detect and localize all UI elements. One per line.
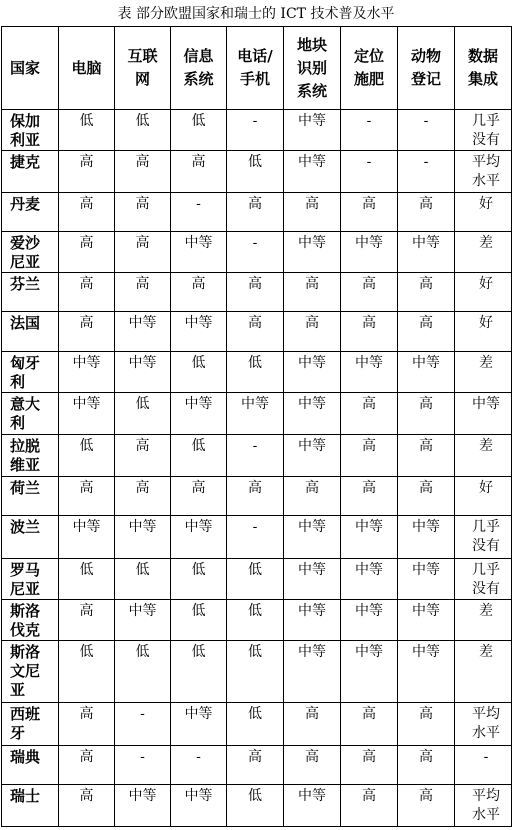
value-cell: 中等 — [171, 312, 227, 352]
value-cell: 高 — [227, 193, 284, 232]
country-cell — [2, 641, 59, 703]
table-row — [2, 516, 512, 559]
country-name-line: 拉脱 — [10, 437, 41, 455]
table-row — [2, 232, 512, 273]
data-integration-line: 没有 — [472, 538, 500, 554]
data-integration-cell — [455, 703, 512, 746]
column-header-line: 登记 — [410, 70, 441, 88]
data-integration-line: 平均 — [472, 788, 500, 804]
value-cell: 中等 — [171, 516, 227, 559]
data-integration-line: 差 — [479, 235, 493, 251]
value-cell: 中等 — [115, 516, 171, 559]
country-cell — [2, 435, 59, 477]
data-integration-line: 好 — [479, 196, 493, 212]
country-name-line: 伐克 — [10, 621, 41, 639]
value-cell: 中等 — [171, 393, 227, 435]
value-cell: 高 — [398, 746, 455, 785]
value-cell: 高 — [59, 600, 115, 641]
country-cell — [2, 393, 59, 435]
table-row — [2, 746, 512, 785]
value-cell: 中等 — [284, 516, 341, 559]
value-cell: 中等 — [398, 232, 455, 273]
value-cell: 高 — [341, 746, 398, 785]
data-integration-line: 好 — [479, 276, 493, 292]
country-name-line: 丹麦 — [10, 195, 41, 213]
value-cell: - — [398, 151, 455, 193]
value-cell: - — [227, 232, 284, 273]
value-cell: 高 — [59, 477, 115, 516]
value-cell: 高 — [341, 703, 398, 746]
data-integration-line: 水平 — [472, 725, 500, 741]
value-cell: 中等 — [171, 703, 227, 746]
value-cell: 低 — [115, 393, 171, 435]
value-cell: 高 — [284, 193, 341, 232]
value-cell: 高 — [59, 312, 115, 352]
value-cell: 高 — [115, 193, 171, 232]
country-name-line: 利 — [10, 373, 26, 391]
table-row — [2, 193, 512, 232]
value-cell: 中等 — [284, 151, 341, 193]
value-cell: 低 — [227, 559, 284, 600]
value-cell: 高 — [171, 273, 227, 312]
value-cell: 中等 — [398, 516, 455, 559]
country-name-line: 捷克 — [10, 153, 41, 171]
value-cell: 高 — [398, 703, 455, 746]
country-name-line: 芬兰 — [10, 275, 41, 293]
country-name-line: 亚 — [10, 681, 26, 699]
data-integration-cell — [455, 352, 512, 393]
ict-adoption-table — [1, 26, 512, 827]
value-cell: 高 — [227, 746, 284, 785]
value-cell: - — [115, 746, 171, 785]
data-integration-cell — [455, 477, 512, 516]
value-cell: 中等 — [398, 559, 455, 600]
value-cell: 高 — [59, 703, 115, 746]
value-cell: 高 — [59, 151, 115, 193]
column-header-line: 手机 — [239, 70, 270, 88]
data-integration-cell — [455, 785, 512, 827]
column-header-line: 定位 — [353, 47, 384, 65]
value-cell: 高 — [227, 273, 284, 312]
value-cell: 高 — [59, 785, 115, 827]
value-cell: 中等 — [115, 312, 171, 352]
data-integration-line: 几乎 — [472, 519, 500, 535]
value-cell: 低 — [115, 559, 171, 600]
data-integration-line: 没有 — [472, 132, 500, 148]
data-integration-cell — [455, 559, 512, 600]
value-cell: 中等 — [341, 641, 398, 703]
value-cell: 高 — [284, 703, 341, 746]
value-cell: 低 — [227, 600, 284, 641]
country-cell — [2, 703, 59, 746]
value-cell: - — [115, 703, 171, 746]
country-cell — [2, 559, 59, 600]
value-cell: 高 — [398, 785, 455, 827]
data-integration-cell — [455, 435, 512, 477]
column-header-line: 地块 — [296, 35, 327, 54]
value-cell: 高 — [284, 312, 341, 352]
data-integration-line: 几乎 — [472, 562, 500, 578]
country-name-line: 意大 — [10, 395, 41, 413]
value-cell: 高 — [171, 477, 227, 516]
data-integration-line: 差 — [479, 603, 493, 619]
value-cell: 低 — [227, 703, 284, 746]
column-header-line: 数据 — [467, 47, 498, 65]
value-cell: 中等 — [284, 559, 341, 600]
country-cell — [2, 600, 59, 641]
data-integration-cell — [455, 193, 512, 232]
value-cell: 中等 — [398, 641, 455, 703]
country-name-line: 斯洛 — [10, 602, 41, 620]
value-cell: 中等 — [341, 600, 398, 641]
value-cell: 低 — [171, 435, 227, 477]
data-integration-line: 好 — [479, 480, 493, 496]
data-integration-cell — [455, 232, 512, 273]
header-row — [2, 27, 512, 110]
value-cell: 低 — [59, 435, 115, 477]
value-cell: 中等 — [341, 559, 398, 600]
country-name-line: 尼亚 — [10, 580, 41, 598]
table-body — [2, 110, 512, 827]
data-integration-cell — [455, 273, 512, 312]
table-row — [2, 273, 512, 312]
column-header-line: 系统 — [296, 81, 327, 100]
value-cell: 中等 — [171, 785, 227, 827]
value-cell: 中等 — [341, 232, 398, 273]
value-cell: 低 — [227, 641, 284, 703]
value-cell: 中等 — [284, 232, 341, 273]
data-integration-line: 平均 — [472, 706, 500, 722]
value-cell: 高 — [398, 312, 455, 352]
data-integration-cell — [455, 393, 512, 435]
data-integration-line: 差 — [479, 644, 493, 660]
country-cell — [2, 273, 59, 312]
country-name-line: 匈牙 — [10, 354, 41, 372]
country-cell — [2, 352, 59, 393]
data-integration-cell — [455, 516, 512, 559]
value-cell: 高 — [284, 746, 341, 785]
table-row — [2, 393, 512, 435]
table-row — [2, 641, 512, 703]
country-name-line: 西班 — [10, 705, 41, 723]
table-row — [2, 600, 512, 641]
table-row — [2, 352, 512, 393]
value-cell: 高 — [341, 273, 398, 312]
data-integration-cell — [455, 746, 512, 785]
value-cell: 中等 — [284, 110, 341, 151]
value-cell: 中等 — [398, 600, 455, 641]
data-integration-cell — [455, 151, 512, 193]
country-name-line: 斯洛 — [10, 643, 41, 661]
data-integration-cell — [455, 641, 512, 703]
value-cell: 低 — [115, 110, 171, 151]
country-name-line: 利 — [10, 414, 26, 432]
value-cell: 高 — [59, 273, 115, 312]
country-name-line: 文尼 — [10, 662, 41, 680]
value-cell: 高 — [398, 435, 455, 477]
value-cell: 低 — [171, 600, 227, 641]
value-cell: 高 — [341, 477, 398, 516]
value-cell: 中等 — [284, 352, 341, 393]
country-name-line: 罗马 — [10, 561, 41, 579]
column-header — [59, 27, 115, 110]
value-cell: 高 — [59, 746, 115, 785]
value-cell: 高 — [398, 273, 455, 312]
value-cell: 低 — [171, 641, 227, 703]
value-cell: 高 — [227, 477, 284, 516]
value-cell: 中等 — [284, 435, 341, 477]
column-header-line: 国家 — [10, 58, 41, 77]
value-cell: 低 — [59, 559, 115, 600]
value-cell: 低 — [59, 110, 115, 151]
value-cell: 低 — [59, 641, 115, 703]
data-integration-cell — [455, 600, 512, 641]
value-cell: 中等 — [284, 641, 341, 703]
value-cell: 高 — [171, 151, 227, 193]
value-cell: 高 — [341, 193, 398, 232]
value-cell: 高 — [115, 232, 171, 273]
column-header-line: 电脑 — [71, 58, 102, 77]
value-cell: 中等 — [341, 516, 398, 559]
table-row — [2, 110, 512, 151]
value-cell: - — [227, 110, 284, 151]
value-cell: 中等 — [115, 785, 171, 827]
value-cell: 中等 — [284, 785, 341, 827]
country-cell — [2, 746, 59, 785]
country-cell — [2, 232, 59, 273]
value-cell: 高 — [115, 435, 171, 477]
country-name-line: 瑞典 — [10, 748, 41, 766]
column-header — [284, 27, 341, 110]
value-cell: 中等 — [59, 516, 115, 559]
value-cell: 高 — [284, 273, 341, 312]
country-cell — [2, 151, 59, 193]
column-header — [115, 27, 171, 110]
country-cell — [2, 110, 59, 151]
country-cell — [2, 785, 59, 827]
data-integration-cell — [455, 312, 512, 352]
data-integration-cell — [455, 110, 512, 151]
data-integration-line: 好 — [479, 315, 493, 331]
data-integration-line: - — [483, 749, 489, 765]
country-name-line: 爱沙 — [10, 234, 41, 252]
column-header — [227, 27, 284, 110]
table-row — [2, 151, 512, 193]
value-cell: 高 — [398, 477, 455, 516]
column-header — [455, 27, 512, 110]
column-header-line: 信息 — [183, 47, 214, 65]
column-header-line: 互联 — [127, 47, 158, 65]
column-header-line: 系统 — [183, 70, 214, 88]
country-name-line: 保加 — [10, 112, 41, 130]
value-cell: 高 — [398, 193, 455, 232]
column-header-line: 电话/ — [237, 47, 273, 65]
value-cell: 低 — [115, 641, 171, 703]
column-header — [398, 27, 455, 110]
value-cell: - — [398, 110, 455, 151]
value-cell: - — [341, 151, 398, 193]
column-header — [171, 27, 227, 110]
table-row — [2, 785, 512, 827]
column-header-line: 施肥 — [353, 70, 384, 88]
country-name-line: 荷兰 — [10, 479, 41, 497]
value-cell: 中等 — [115, 600, 171, 641]
country-name-line: 利亚 — [10, 131, 41, 149]
value-cell: 高 — [227, 312, 284, 352]
country-name-line: 牙 — [10, 724, 26, 742]
country-cell — [2, 516, 59, 559]
table-row — [2, 435, 512, 477]
value-cell: 高 — [341, 785, 398, 827]
table-row — [2, 477, 512, 516]
value-cell: 高 — [341, 312, 398, 352]
country-name-line: 维亚 — [10, 456, 41, 474]
value-cell: 低 — [171, 110, 227, 151]
value-cell: 中等 — [284, 600, 341, 641]
value-cell: 低 — [171, 559, 227, 600]
data-integration-line: 水平 — [472, 173, 500, 189]
country-name-line: 波兰 — [10, 518, 41, 536]
value-cell: 中等 — [59, 352, 115, 393]
country-cell — [2, 477, 59, 516]
data-integration-line: 几乎 — [472, 113, 500, 129]
value-cell: 高 — [59, 232, 115, 273]
table-row — [2, 312, 512, 352]
value-cell: 高 — [59, 193, 115, 232]
value-cell: - — [227, 435, 284, 477]
table-title: 表 部分欧盟国家和瑞士的 ICT 技术普及水平 — [117, 6, 395, 22]
data-integration-line: 差 — [479, 355, 493, 371]
value-cell: 低 — [227, 785, 284, 827]
value-cell: - — [227, 516, 284, 559]
column-header — [341, 27, 398, 110]
value-cell: 中等 — [284, 393, 341, 435]
value-cell: 高 — [115, 151, 171, 193]
value-cell: 高 — [341, 393, 398, 435]
value-cell: 中等 — [115, 352, 171, 393]
country-name-line: 尼亚 — [10, 253, 41, 271]
data-integration-line: 没有 — [472, 581, 500, 597]
value-cell: - — [341, 110, 398, 151]
value-cell: 高 — [284, 477, 341, 516]
country-cell — [2, 193, 59, 232]
table-row — [2, 559, 512, 600]
table-row — [2, 703, 512, 746]
value-cell: 中等 — [59, 393, 115, 435]
data-integration-line: 平均 — [472, 154, 500, 170]
column-header — [2, 27, 59, 110]
value-cell: 中等 — [398, 352, 455, 393]
value-cell: 高 — [341, 435, 398, 477]
country-cell — [2, 312, 59, 352]
country-name-line: 法国 — [10, 314, 41, 332]
value-cell: 高 — [115, 273, 171, 312]
value-cell: 高 — [115, 477, 171, 516]
value-cell: 低 — [171, 352, 227, 393]
value-cell: 中等 — [227, 393, 284, 435]
country-name-line: 瑞士 — [10, 787, 41, 805]
value-cell: 中等 — [341, 352, 398, 393]
column-header-line: 动物 — [410, 47, 441, 65]
data-integration-line: 水平 — [472, 807, 500, 823]
data-integration-line: 差 — [479, 438, 493, 454]
column-header-line: 网 — [134, 70, 150, 88]
value-cell: 中等 — [171, 232, 227, 273]
value-cell: - — [171, 193, 227, 232]
value-cell: 低 — [227, 352, 284, 393]
value-cell: 高 — [398, 393, 455, 435]
value-cell: - — [171, 746, 227, 785]
value-cell: 低 — [227, 151, 284, 193]
column-header-line: 识别 — [296, 58, 327, 77]
data-integration-line: 中等 — [472, 396, 500, 412]
column-header-line: 集成 — [467, 70, 498, 88]
